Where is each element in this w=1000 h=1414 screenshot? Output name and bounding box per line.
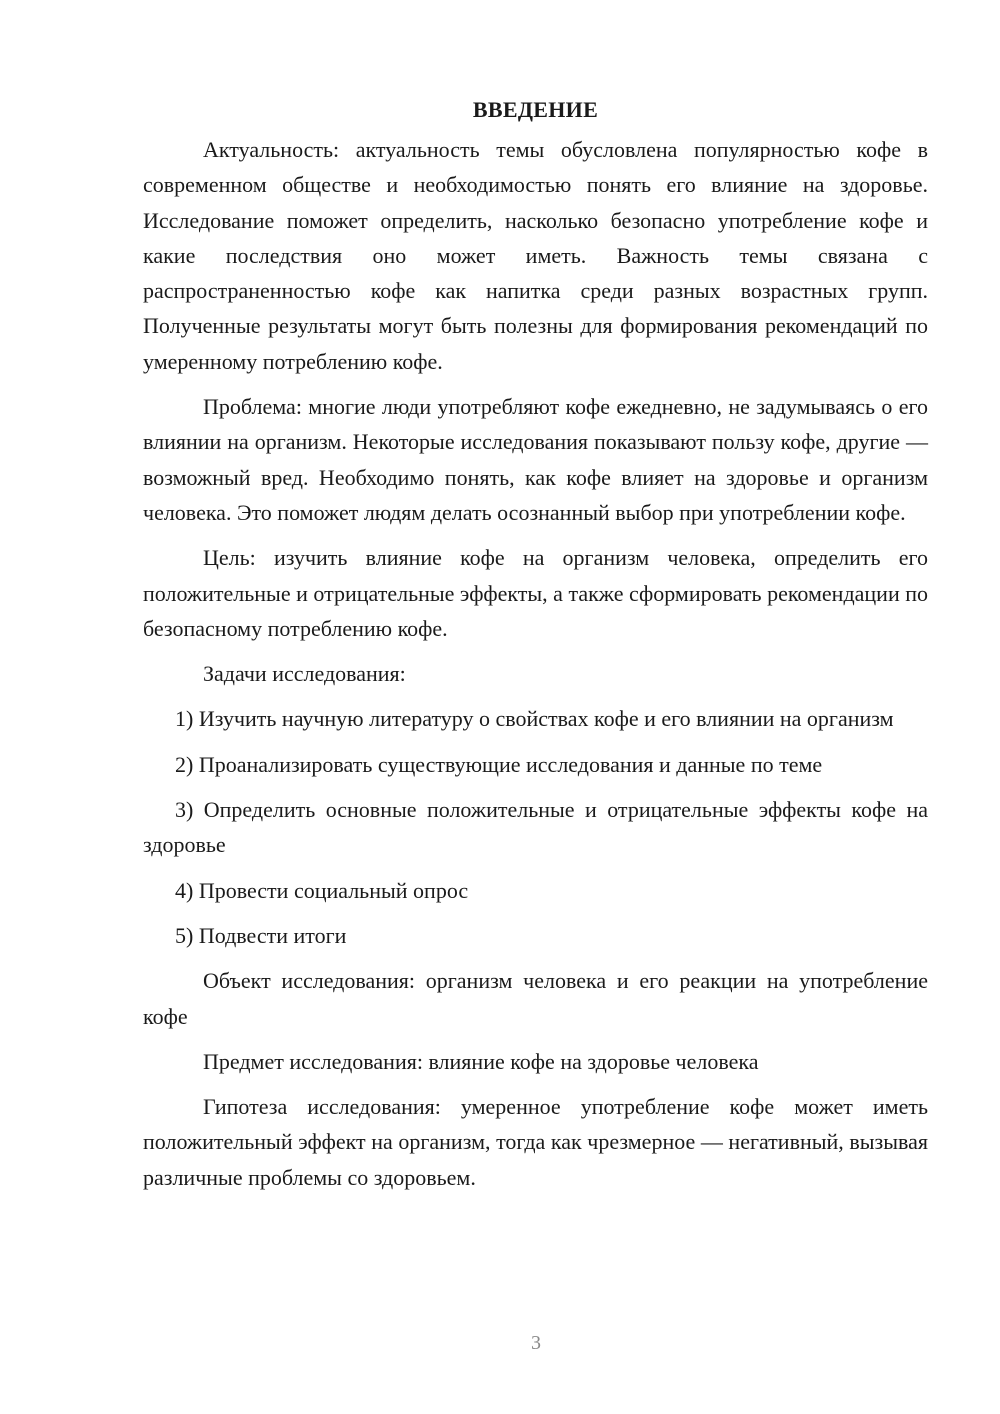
paragraph-goal: Цель: изучить влияние кофе на организм человека, определить его положительные и отрицательные эффекты, а также сформировать рекомендации по безопасному потреблению кофе.	[143, 545, 928, 641]
document-page	[143, 88, 928, 1205]
paragraph-hypothesis: Гипотеза исследования: умеренное употребление кофе может иметь положительный эффект на организм, тогда как чрезмерное — негативный, вызывая различные проблемы со здоровьем.	[143, 1094, 928, 1190]
task-item-1: 1) Изучить научную литературу о свойствах кофе и его влиянии на организм	[175, 706, 894, 732]
paragraph-relevance: Актуальность: актуальность темы обусловлена популярностью кофе в современном обществе и необходимостью понять его влияние на здоровье. Исследование поможет определить, насколько безопасно употребление кофе и какие последствия оно может иметь. Важность темы связана с распространенностью кофе как напитка среди разных возрастных групп. Полученные результаты могут быть полезны для формирования рекомендаций по умеренному потреблению кофе.	[143, 137, 928, 374]
task-item-3: 3) Определить основные положительные и отрицательные эффекты кофе на здоровье	[143, 797, 928, 858]
page-number: 3	[531, 1332, 541, 1354]
task-item-4: 4) Провести социальный опрос	[175, 877, 469, 903]
task-item-2: 2) Проанализировать существующие исследования и данные по теме	[175, 751, 823, 777]
paragraph-problem: Проблема: многие люди употребляют кофе ежедневно, не задумываясь о его влиянии на организм. Некоторые исследования показывают пользу кофе, другие — возможный вред. Необходимо понять, как кофе влияет на здоровье и организм человека. Это поможет людям делать осознанный выбор при употреблении кофе.	[143, 394, 928, 525]
section-heading: ВВЕДЕНИЕ	[472, 97, 599, 122]
paragraph-tasks-title: Задачи исследования:	[203, 661, 406, 687]
paragraph-object: Объект исследования: организм человека и его реакции на употребление кофе	[143, 968, 928, 1029]
task-item-5: 5) Подвести итоги	[175, 922, 347, 948]
paragraph-subject: Предмет исследования: влияние кофе на здоровье человека	[203, 1048, 759, 1074]
